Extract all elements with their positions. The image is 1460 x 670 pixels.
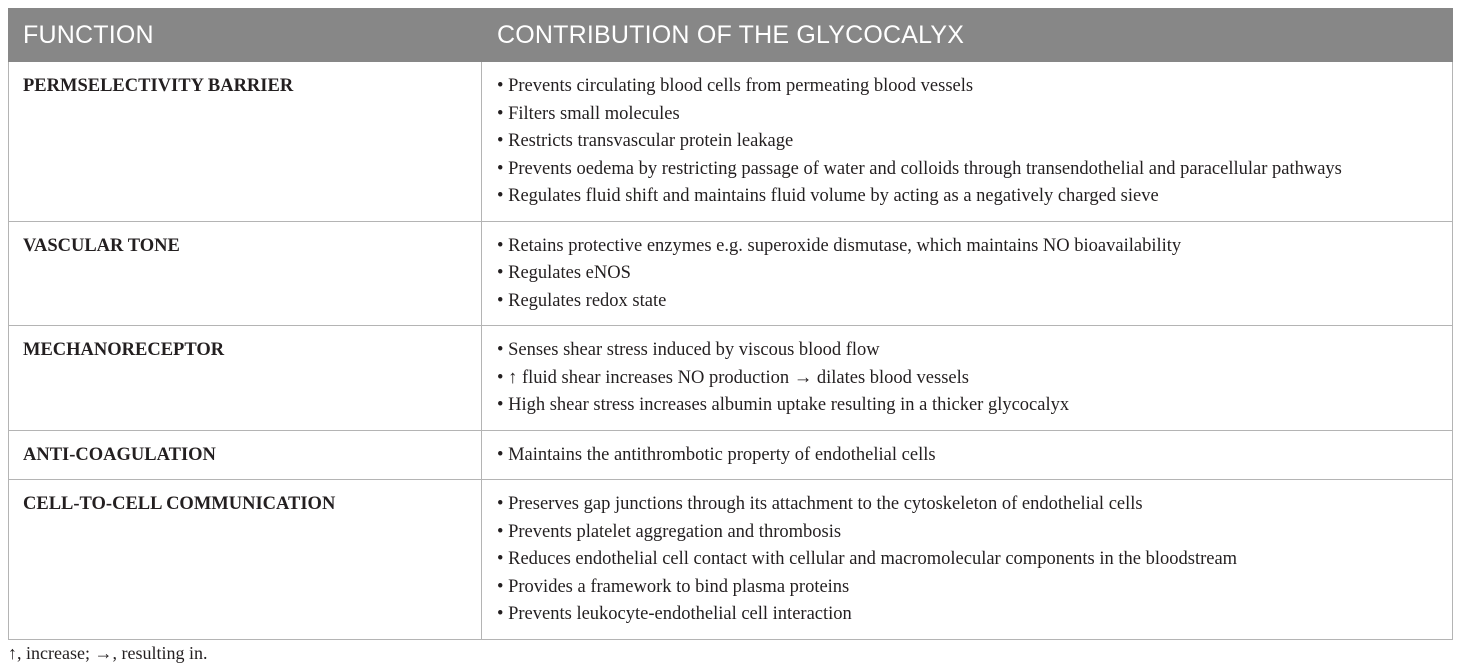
contribution-item: • Regulates eNOS bbox=[497, 260, 1446, 288]
contribution-item: • Preserves gap junctions through its attachment to the cytoskeleton of endothelial cells bbox=[497, 491, 1446, 519]
contribution-list bbox=[482, 480, 1453, 640]
function-label: CELL-TO-CELL COMMUNICATION bbox=[9, 480, 482, 640]
contribution-item: • High shear stress increases albumin uptake resulting in a thicker glycocalyx bbox=[497, 392, 1446, 420]
contribution-item: • Regulates fluid shift and maintains fluid volume by acting as a negatively charged sieve bbox=[497, 183, 1446, 211]
table-row bbox=[9, 221, 1453, 326]
contribution-item: • Regulates redox state bbox=[497, 288, 1446, 316]
table-row bbox=[9, 480, 1453, 640]
function-label: PERMSELECTIVITY BARRIER bbox=[9, 62, 482, 222]
contribution-item: • Retains protective enzymes e.g. superoxide dismutase, which maintains NO bioavailability bbox=[497, 233, 1446, 261]
function-label: ANTI-COAGULATION bbox=[9, 430, 482, 480]
contribution-item: • Restricts transvascular protein leakage bbox=[497, 128, 1446, 156]
function-label: MECHANORECEPTOR bbox=[9, 326, 482, 431]
contribution-item: • Senses shear stress induced by viscous blood flow bbox=[497, 337, 1446, 365]
header-function: FUNCTION bbox=[9, 9, 482, 62]
contribution-list bbox=[482, 62, 1453, 222]
contribution-item: • Prevents circulating blood cells from permeating blood vessels bbox=[497, 73, 1446, 101]
glycocalyx-functions-table bbox=[8, 8, 1453, 640]
contribution-list bbox=[482, 430, 1453, 480]
header-contribution: CONTRIBUTION OF THE GLYCOCALYX bbox=[482, 9, 1453, 62]
contribution-item: • Prevents leukocyte-endothelial cell interaction bbox=[497, 601, 1446, 629]
contribution-item: • Maintains the antithrombotic property of endothelial cells bbox=[497, 442, 1446, 470]
contribution-item: • Reduces endothelial cell contact with cellular and macromolecular components in the bloodstream bbox=[497, 546, 1446, 574]
contribution-list bbox=[482, 221, 1453, 326]
contribution-item: • Provides a framework to bind plasma proteins bbox=[497, 574, 1446, 602]
table-row bbox=[9, 430, 1453, 480]
contribution-item: • ↑ fluid shear increases NO production → dilates blood vessels bbox=[497, 365, 1446, 393]
contribution-item: • Prevents oedema by restricting passage of water and colloids through transendothelial and paracellular pathways bbox=[497, 156, 1446, 184]
table-row bbox=[9, 326, 1453, 431]
table-footnote: ↑, increase; →, resulting in. bbox=[8, 643, 208, 663]
contribution-list bbox=[482, 326, 1453, 431]
contribution-item: • Prevents platelet aggregation and thrombosis bbox=[497, 519, 1446, 547]
table-header-row bbox=[9, 9, 1453, 62]
contribution-item: • Filters small molecules bbox=[497, 101, 1446, 129]
function-label: VASCULAR TONE bbox=[9, 221, 482, 326]
table-row bbox=[9, 62, 1453, 222]
